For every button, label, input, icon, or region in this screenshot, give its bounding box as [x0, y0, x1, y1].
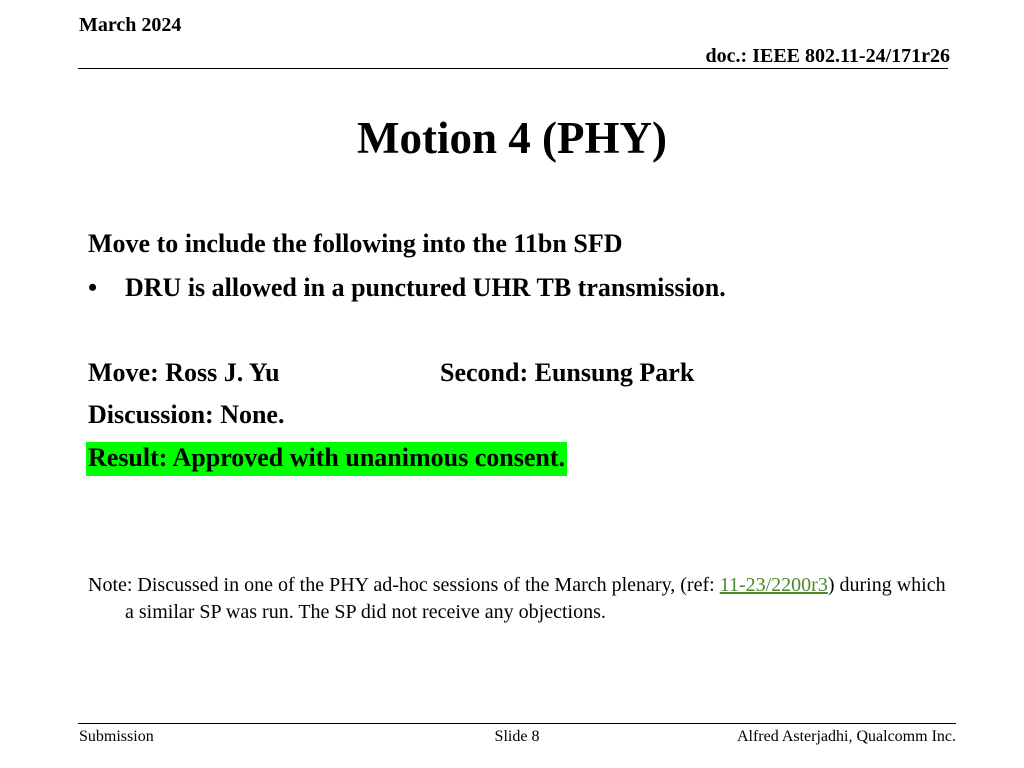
result-line: Result: Approved with unanimous consent.: [86, 442, 567, 476]
note-suffix: ) during which a similar SP was run. The SP did not receive any objections.: [125, 574, 946, 623]
motion-intro: Move to include the following into the 11bn SFD: [88, 229, 623, 258]
motion-bullet: [88, 273, 726, 303]
footer-submission: Submission: [79, 728, 154, 745]
note-prefix: Note: Discussed in one of the PHY ad-hoc sessions of the March plenary, (ref:: [88, 574, 720, 596]
slide-title: Motion 4 (PHY): [357, 113, 667, 163]
note-reference-link[interactable]: 11-23/2200r3: [719, 574, 828, 596]
header-rule: [78, 68, 948, 69]
header-date: March 2024: [79, 14, 182, 36]
header-doc-id: doc.: IEEE 802.11-24/171r26: [705, 45, 950, 67]
footer-author: Alfred Asterjadhi, Qualcomm Inc.: [736, 728, 956, 745]
second-line: Second: Eunsung Park: [440, 358, 695, 387]
footer-slide-number: Slide 8: [494, 728, 540, 745]
bullet-dot: •: [88, 273, 98, 302]
move-line: Move: Ross J. Yu: [88, 358, 280, 387]
note-paragraph: [88, 572, 955, 626]
bullet-text: DRU is allowed in a punctured UHR TB transmission.: [125, 273, 726, 302]
discussion-line: Discussion: None.: [88, 400, 285, 429]
footer-rule: [78, 723, 956, 724]
